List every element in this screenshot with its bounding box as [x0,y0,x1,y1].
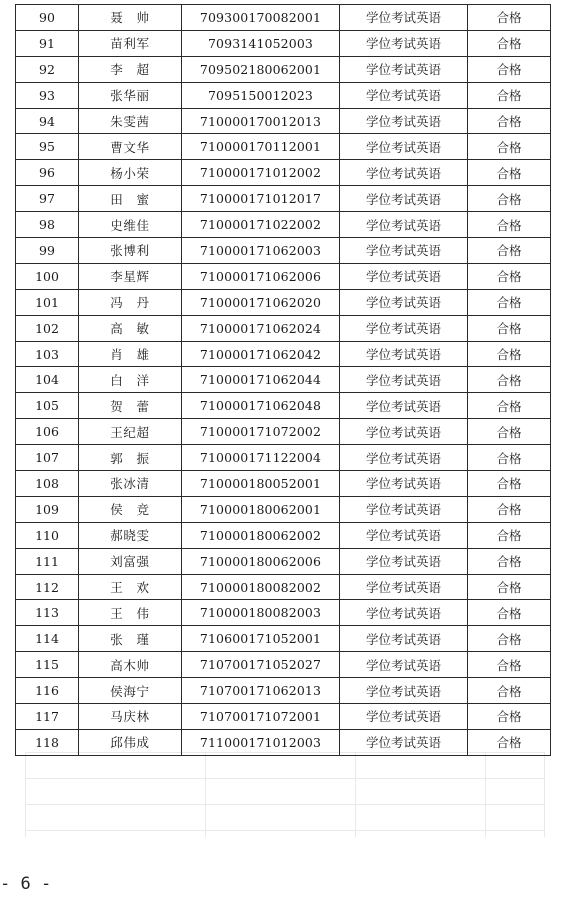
row-number: 97 [16,186,79,212]
exam-id: 7095150012023 [182,82,340,108]
table-row [16,238,551,264]
exam-subject: 学位考试英语 [340,652,468,678]
exam-subject: 学位考试英语 [340,496,468,522]
row-number: 96 [16,160,79,186]
student-name: 张 瑾 [79,626,182,652]
student-name: 高木帅 [79,652,182,678]
exam-id: 710000180062002 [182,522,340,548]
student-name: 郭 振 [79,445,182,471]
row-number: 116 [16,678,79,704]
exam-subject: 学位考试英语 [340,471,468,497]
exam-result: 合格 [468,341,551,367]
exam-result: 合格 [468,471,551,497]
table-row [16,341,551,367]
student-name: 张博利 [79,238,182,264]
student-name: 苗利军 [79,30,182,56]
exam-result: 合格 [468,496,551,522]
exam-subject: 学位考试英语 [340,30,468,56]
exam-result: 合格 [468,393,551,419]
exam-id: 710000171062024 [182,315,340,341]
table-row [16,652,551,678]
row-number: 108 [16,471,79,497]
exam-result: 合格 [468,134,551,160]
exam-id: 710000171062006 [182,263,340,289]
student-name: 王纪超 [79,419,182,445]
exam-id: 710000171062042 [182,341,340,367]
table-row [16,134,551,160]
row-number: 111 [16,548,79,574]
exam-id: 710700171052027 [182,652,340,678]
exam-id: 710000171122004 [182,445,340,471]
row-number: 106 [16,419,79,445]
student-name: 史维佳 [79,212,182,238]
row-number: 114 [16,626,79,652]
table-row [16,704,551,730]
exam-id: 710000180062001 [182,496,340,522]
row-number: 118 [16,729,79,755]
exam-result: 合格 [468,186,551,212]
exam-result: 合格 [468,315,551,341]
student-name: 马庆林 [79,704,182,730]
student-name: 侯 竞 [79,496,182,522]
exam-id: 710000170112001 [182,134,340,160]
exam-result: 合格 [468,108,551,134]
table-row [16,600,551,626]
table-row [16,522,551,548]
student-name: 侯海宁 [79,678,182,704]
exam-subject: 学位考试英语 [340,626,468,652]
row-number: 117 [16,704,79,730]
row-number: 92 [16,56,79,82]
row-number: 99 [16,238,79,264]
exam-subject: 学位考试英语 [340,445,468,471]
student-name: 王 欢 [79,574,182,600]
table-row [16,56,551,82]
table-row [16,626,551,652]
exam-subject: 学位考试英语 [340,160,468,186]
exam-id: 710600171052001 [182,626,340,652]
table-row [16,289,551,315]
student-name: 曹文华 [79,134,182,160]
exam-id: 710000171072002 [182,419,340,445]
student-name: 刘富强 [79,548,182,574]
row-number: 91 [16,30,79,56]
exam-subject: 学位考试英语 [340,108,468,134]
exam-subject: 学位考试英语 [340,263,468,289]
exam-subject: 学位考试英语 [340,367,468,393]
exam-result: 合格 [468,263,551,289]
student-name: 高 敏 [79,315,182,341]
exam-id: 709300170082001 [182,5,340,31]
exam-result: 合格 [468,704,551,730]
exam-subject: 学位考试英语 [340,729,468,755]
exam-result: 合格 [468,729,551,755]
exam-result: 合格 [468,5,551,31]
table-row [16,445,551,471]
student-name: 田 蜜 [79,186,182,212]
exam-id: 710000180082003 [182,600,340,626]
row-number: 90 [16,5,79,31]
exam-result: 合格 [468,522,551,548]
exam-id: 710000180062006 [182,548,340,574]
student-name: 郝晓雯 [79,522,182,548]
row-number: 102 [16,315,79,341]
row-number: 112 [16,574,79,600]
exam-subject: 学位考试英语 [340,186,468,212]
exam-id: 710000171062044 [182,367,340,393]
exam-subject: 学位考试英语 [340,574,468,600]
exam-id: 710000171012002 [182,160,340,186]
table-row [16,315,551,341]
exam-id: 710000171062003 [182,238,340,264]
exam-id: 710000171022002 [182,212,340,238]
exam-subject: 学位考试英语 [340,704,468,730]
table-row [16,263,551,289]
table-row [16,108,551,134]
row-number: 98 [16,212,79,238]
exam-results-table [15,4,551,756]
exam-id: 710000170012013 [182,108,340,134]
student-name: 肖 雄 [79,341,182,367]
table-row [16,212,551,238]
student-name: 李 超 [79,56,182,82]
student-name: 聂 帅 [79,5,182,31]
student-name: 冯 丹 [79,289,182,315]
student-name: 杨小荣 [79,160,182,186]
exam-id: 710000171012017 [182,186,340,212]
table-row [16,419,551,445]
student-name: 李星辉 [79,263,182,289]
exam-subject: 学位考试英语 [340,315,468,341]
student-name: 白 洋 [79,367,182,393]
table-row [16,30,551,56]
table-row [16,5,551,31]
exam-subject: 学位考试英语 [340,393,468,419]
row-number: 107 [16,445,79,471]
exam-id: 710000171062020 [182,289,340,315]
row-number: 93 [16,82,79,108]
exam-subject: 学位考试英语 [340,238,468,264]
exam-result: 合格 [468,56,551,82]
exam-result: 合格 [468,30,551,56]
exam-result: 合格 [468,82,551,108]
table-row [16,574,551,600]
exam-result: 合格 [468,678,551,704]
exam-id: 710700171062013 [182,678,340,704]
row-number: 110 [16,522,79,548]
row-number: 100 [16,263,79,289]
row-number: 103 [16,341,79,367]
exam-result: 合格 [468,419,551,445]
exam-subject: 学位考试英语 [340,419,468,445]
exam-subject: 学位考试英语 [340,548,468,574]
page-number: - 6 - [0,874,52,894]
exam-result: 合格 [468,548,551,574]
table-row [16,678,551,704]
exam-result: 合格 [468,367,551,393]
exam-id: 710700171072001 [182,704,340,730]
exam-result: 合格 [468,600,551,626]
exam-subject: 学位考试英语 [340,82,468,108]
exam-subject: 学位考试英语 [340,341,468,367]
exam-id: 710000171062048 [182,393,340,419]
exam-subject: 学位考试英语 [340,134,468,160]
row-number: 115 [16,652,79,678]
exam-result: 合格 [468,626,551,652]
table-row [16,548,551,574]
table-row [16,496,551,522]
bleed-through-table [25,752,545,837]
table-body [16,5,551,756]
exam-subject: 学位考试英语 [340,5,468,31]
student-name: 邱伟成 [79,729,182,755]
row-number: 113 [16,600,79,626]
exam-id: 7093141052003 [182,30,340,56]
exam-subject: 学位考试英语 [340,600,468,626]
exam-result: 合格 [468,212,551,238]
exam-id: 711000171012003 [182,729,340,755]
row-number: 104 [16,367,79,393]
student-name: 王 伟 [79,600,182,626]
student-name: 朱雯茜 [79,108,182,134]
exam-subject: 学位考试英语 [340,678,468,704]
row-number: 101 [16,289,79,315]
table-row [16,471,551,497]
table-row [16,367,551,393]
table-row [16,186,551,212]
student-name: 张华丽 [79,82,182,108]
exam-result: 合格 [468,652,551,678]
student-name: 贺 蕾 [79,393,182,419]
exam-result: 合格 [468,160,551,186]
exam-result: 合格 [468,445,551,471]
table-row [16,82,551,108]
exam-id: 710000180052001 [182,471,340,497]
table-row [16,160,551,186]
exam-subject: 学位考试英语 [340,289,468,315]
exam-result: 合格 [468,238,551,264]
row-number: 95 [16,134,79,160]
table-row [16,393,551,419]
exam-id: 709502180062001 [182,56,340,82]
exam-id: 710000180082002 [182,574,340,600]
exam-result: 合格 [468,289,551,315]
row-number: 94 [16,108,79,134]
exam-subject: 学位考试英语 [340,522,468,548]
exam-subject: 学位考试英语 [340,212,468,238]
exam-result: 合格 [468,574,551,600]
exam-subject: 学位考试英语 [340,56,468,82]
student-name: 张冰清 [79,471,182,497]
row-number: 109 [16,496,79,522]
row-number: 105 [16,393,79,419]
